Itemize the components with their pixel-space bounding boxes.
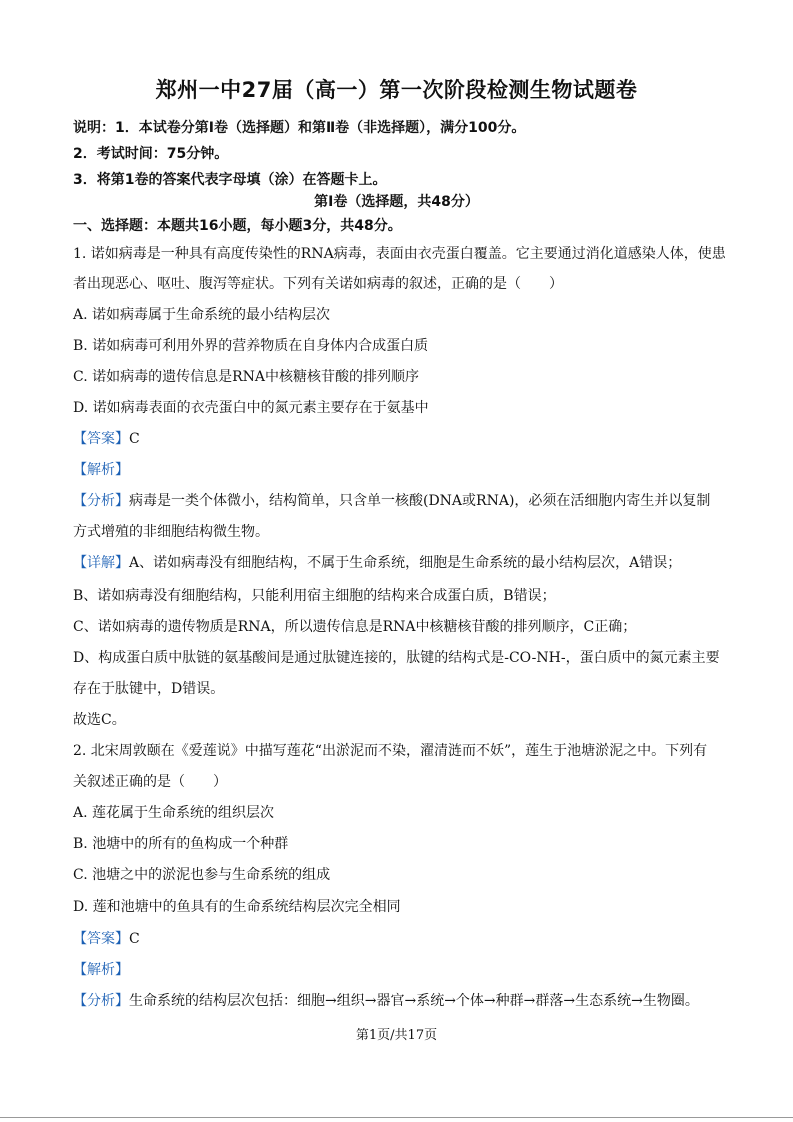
fenxi-tag: 【分析】 (73, 493, 129, 509)
q1-detail-line-5: 存在于肽键中，D错误。 (73, 681, 225, 697)
q1-detail-line-3: C、诺如病毒的遗传物质是RNA，所以遗传信息是RNA中核糖核苷酸的排列顺序，C正确； (73, 619, 637, 635)
q1-option-a: A. 诺如病毒属于生命系统的最小结构层次 (73, 307, 331, 323)
q1-detail-line-1 (73, 553, 733, 573)
q2-answer (73, 929, 733, 949)
q2-stem-line-1: 2. 北宋周敦颐在《爱莲说》中描写莲花“出淤泥而不染，濯清涟而不妖”，莲生于池塘淤泥之中。下列有 (73, 743, 708, 759)
instruction-line-1: 说明：1．本试卷分第I卷（选择题）和第Ⅱ卷（非选择题），满分100分。 (73, 120, 526, 136)
q1-fenxi-line-1 (73, 491, 733, 511)
instruction-line-2: 2．考试时间：75分钟。 (73, 146, 229, 162)
answer-tag: 【答案】 (73, 931, 129, 947)
q1-detail-line-2: B、诺如病毒没有细胞结构，只能利用宿主细胞的结构来合成蛋白质，B错误； (73, 588, 556, 604)
q1-option-d: D. 诺如病毒表面的衣壳蛋白中的氮元素主要存在于氨基中 (73, 400, 429, 416)
page-title: 郑州一中27届（高一）第一次阶段检测生物试题卷 (155, 78, 638, 102)
fenxi-text: 病毒是一类个体微小，结构简单，只含单一核酸(DNA或RNA)，必须在活细胞内寄生并以复制 (129, 493, 711, 509)
detail-text: A、诺如病毒没有细胞结构，不属于生命系统，细胞是生命系统的最小结构层次，A错误； (129, 555, 682, 571)
q1-conclusion: 故选C。 (73, 712, 126, 728)
part-heading: 一、选择题：本题共16小题，每小题3分，共48分。 (73, 218, 402, 234)
fenxi-tag: 【分析】 (73, 993, 129, 1009)
q2-option-d: D. 莲和池塘中的鱼具有的生命系统结构层次完全相同 (73, 899, 401, 915)
q2-option-c: C. 池塘之中的淤泥也参与生命系统的组成 (73, 867, 331, 883)
q1-stem-line-1: 1. 诺如病毒是一种具有高度传染性的RNA病毒，表面由衣壳蛋白覆盖。它主要通过消化道感染人体，使患 (73, 246, 726, 262)
answer-value: C (129, 431, 140, 447)
q1-detail-line-4: D、构成蛋白质中肽链的氨基酸间是通过肽键连接的，肽键的结构式是-CO-NH-，蛋白质中的氮元素主要 (73, 650, 720, 666)
q2-option-b: B. 池塘中的所有的鱼构成一个种群 (73, 836, 289, 852)
q1-stem-line-2: 者出现恶心、呕吐、腹泻等症状。下列有关诺如病毒的叙述，正确的是（ ） (73, 276, 563, 292)
section-title: 第I卷（选择题，共48分） (314, 194, 479, 210)
page-number-footer: 第1页/共17页 (355, 1028, 438, 1043)
q2-fenxi-line-1 (73, 991, 733, 1011)
q2-stem-line-2: 关叙述正确的是（ ） (73, 774, 227, 790)
q1-option-c: C. 诺如病毒的遗传信息是RNA中核糖核苷酸的排列顺序 (73, 369, 420, 385)
q2-option-a: A. 莲花属于生命系统的组织层次 (73, 805, 275, 821)
q1-answer (73, 429, 733, 449)
q2-analysis-tag: 【解析】 (73, 962, 129, 978)
q1-option-b: B. 诺如病毒可利用外界的营养物质在自身体内合成蛋白质 (73, 338, 429, 354)
instruction-line-3: 3．将第1卷的答案代表字母填（涂）在答题卡上。 (73, 172, 387, 188)
answer-value: C (129, 931, 140, 947)
detail-tag: 【详解】 (73, 555, 129, 571)
q1-fenxi-line-2: 方式增殖的非细胞结构微生物。 (73, 524, 269, 540)
q1-analysis-tag: 【解析】 (73, 462, 129, 478)
bottom-divider (0, 1117, 793, 1118)
fenxi-text: 生命系统的结构层次包括：细胞→组织→器官→系统→个体→种群→群落→生态系统→生物圈。 (129, 993, 699, 1009)
answer-tag: 【答案】 (73, 431, 129, 447)
